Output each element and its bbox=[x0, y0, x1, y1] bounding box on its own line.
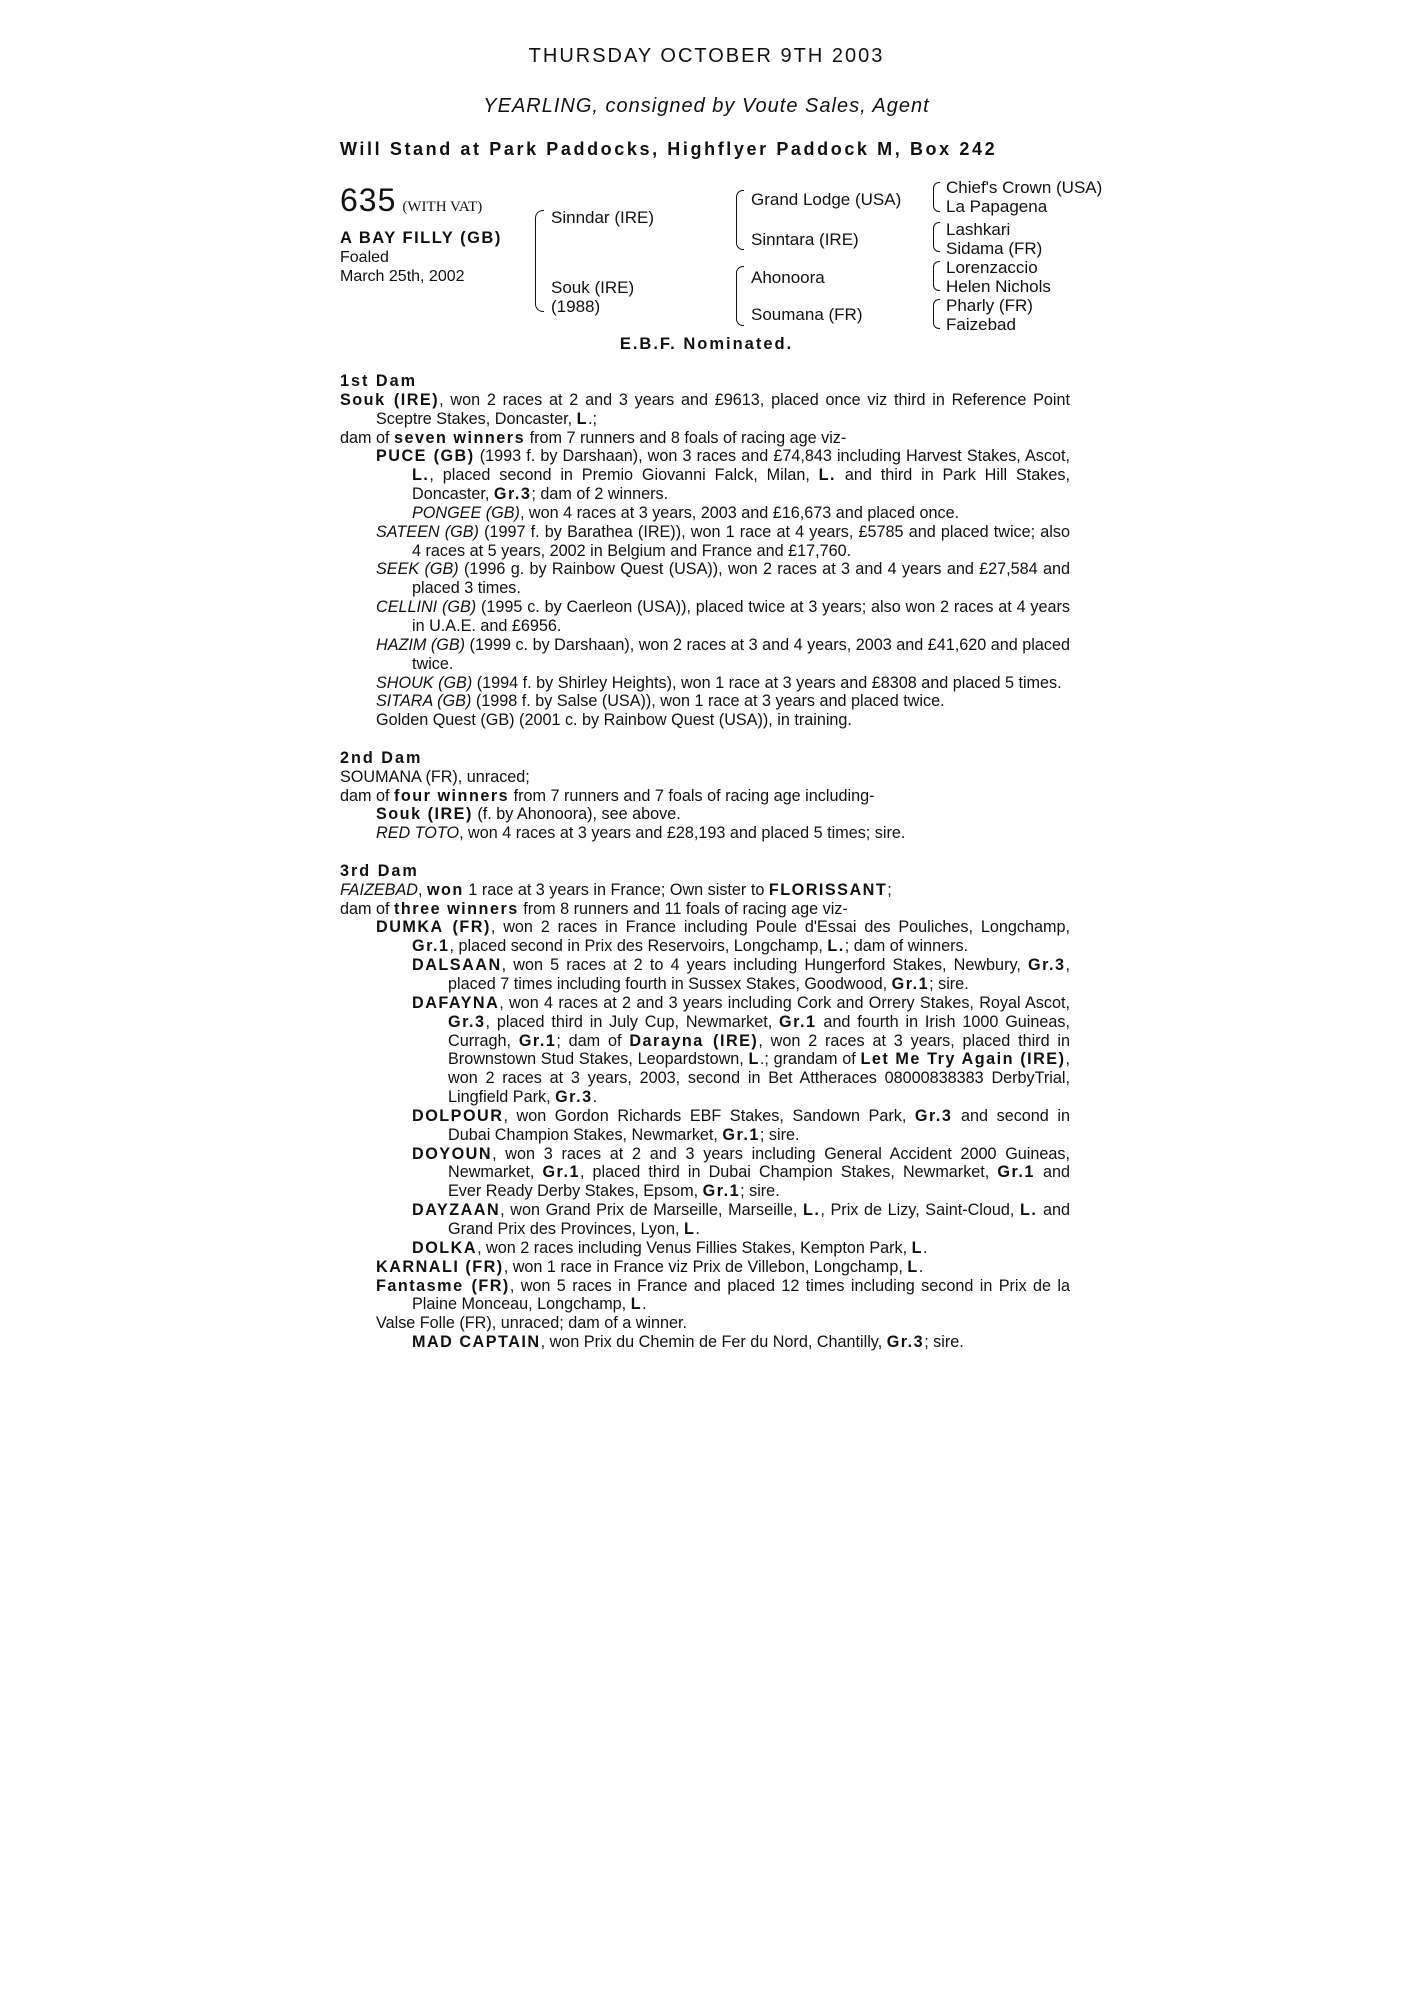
pedigree-ggp: La Papagena bbox=[946, 197, 1048, 216]
produce-entry: SHOUK (GB) (1994 f. by Shirley Heights), won 1 race at 3 years and £8308 and placed 5 times. bbox=[376, 673, 1062, 692]
third-dam-produce: dam of three winners from 8 runners and 11 foals of racing age viz- bbox=[340, 899, 848, 918]
pedigree-sire-sire: Grand Lodge (USA) bbox=[751, 190, 902, 209]
horse-name: Fantasme (FR) bbox=[376, 1276, 510, 1295]
produce-entry: SITARA (GB) (1998 f. by Salse (USA)), won 1 race at 3 years and placed twice. bbox=[376, 692, 945, 711]
produce-record bbox=[340, 372, 1070, 1352]
produce-entry: SATEEN (GB) (1997 f. by Barathea (IRE)), won 1 race at 4 years, £5785 and placed twice; also 4 races at 5 years, 2002 in Belgium and France and £17,760. bbox=[376, 522, 1070, 560]
produce-entry: SEEK (GB) (1996 g. by Rainbow Quest (USA)), won 2 races at 3 and 4 years and £27,584 and placed 3 times. bbox=[376, 560, 1070, 598]
horse-name: PONGEE (GB) bbox=[412, 503, 520, 522]
second-dam-produce: dam of four winners from 7 runners and 7 foals of racing age including- bbox=[340, 786, 875, 805]
produce-entry: DAYZAAN, won Grand Prix de Marseille, Marseille, L., Prix de Lizy, Saint-Cloud, L. and Grand Prix des Provinces, Lyon, L. bbox=[412, 1201, 1071, 1238]
produce-entry: DUMKA (FR), won 2 races in France including Poule d'Essai des Pouliches, Longchamp, Gr.1, placed second in Prix des Reservoirs, Longchamp, L.; dam of winners. bbox=[376, 918, 1070, 956]
produce-entry: DOLKA, won 2 races including Venus Fillies Stakes, Kempton Park, L. bbox=[412, 1238, 928, 1257]
pedigree-brace bbox=[736, 190, 744, 250]
produce-entry: PUCE (GB) (1993 f. by Darshaan), won 3 races and £74,843 including Harvest Stakes, Ascot, L., placed second in Premio Giovanni Falck, Milan, L. and third in Park Hill Stakes, Doncaster, Gr.3; dam of 2 winners. bbox=[376, 447, 1070, 504]
produce-entry: Fantasme (FR), won 5 races in France and placed 12 times including second in Prix de la Plaine Monceau, Longchamp, L. bbox=[376, 1276, 1070, 1314]
foaled-date: March 25th, 2002 bbox=[340, 268, 465, 285]
produce-entry: DOLPOUR, won Gordon Richards EBF Stakes, Sandown Park, Gr.3 and second in Dubai Champion Stakes, Newmarket, Gr.1; sire. bbox=[412, 1106, 1070, 1144]
produce-entry: HAZIM (GB) (1999 c. by Darshaan), won 2 races at 3 and 4 years, 2003 and £41,620 and placed twice. bbox=[376, 635, 1070, 673]
horse-name: SHOUK (GB) bbox=[376, 673, 473, 692]
horse-name: DOYOUN bbox=[412, 1144, 493, 1163]
pedigree-brace bbox=[933, 182, 940, 212]
horse-name: DAYZAAN bbox=[412, 1201, 501, 1220]
produce-entry: CELLINI (GB) (1995 c. by Caerleon (USA)), placed twice at 3 years; also won 2 races at 4 years in U.A.E. and £6956. bbox=[376, 598, 1070, 635]
first-dam-heading: 1st Dam bbox=[340, 372, 417, 390]
pedigree-brace bbox=[933, 222, 940, 252]
pedigree-brace bbox=[535, 210, 544, 312]
section-gap bbox=[340, 843, 1070, 862]
produce-entry: Golden Quest (GB) (2001 c. by Rainbow Quest (USA)), in training. bbox=[376, 711, 852, 730]
vat-note: (WITH VAT) bbox=[402, 199, 483, 215]
pedigree-ggp: Lorenzaccio bbox=[946, 258, 1038, 277]
horse-name: Souk (IRE) bbox=[340, 390, 440, 409]
second-dam-heading: 2nd Dam bbox=[340, 748, 423, 767]
horse-name: SATEEN (GB) bbox=[376, 522, 479, 541]
pedigree-ggp: Faizebad bbox=[946, 315, 1016, 334]
pedigree-dam-sire: Ahonoora bbox=[751, 268, 825, 287]
pedigree-brace bbox=[933, 261, 940, 291]
second-dam-summary: SOUMANA (FR), unraced; bbox=[340, 767, 530, 786]
produce-entry: RED TOTO, won 4 races at 3 years and £28,193 and placed 5 times; sire. bbox=[376, 824, 906, 843]
horse-name: DAFAYNA bbox=[412, 993, 500, 1012]
horse-name: PUCE (GB) bbox=[376, 447, 475, 466]
third-dam-summary: FAIZEBAD, won 1 race at 3 years in France; Own sister to FLORISSANT; bbox=[340, 880, 892, 899]
produce-entry: Souk (IRE) (f. by Ahonoora), see above. bbox=[376, 805, 681, 824]
horse-name: SITARA (GB) bbox=[376, 692, 472, 711]
horse-name: Souk (IRE) bbox=[376, 805, 473, 824]
pedigree-dam: Souk (IRE) bbox=[551, 278, 635, 297]
horse-name: DOLPOUR bbox=[412, 1106, 504, 1125]
lot-number: 635 bbox=[340, 182, 397, 218]
produce-entry: KARNALI (FR), won 1 race in France viz Prix de Villebon, Longchamp, L. bbox=[376, 1257, 924, 1276]
horse-name: DALSAAN bbox=[412, 956, 502, 975]
horse-name: DOLKA bbox=[412, 1238, 478, 1257]
lot-number-block bbox=[340, 180, 482, 227]
produce-entry: MAD CAPTAIN, won Prix du Chemin de Fer du Nord, Chantilly, Gr.3; sire. bbox=[412, 1333, 964, 1352]
pedigree-ggp: Chief's Crown (USA) bbox=[946, 178, 1103, 197]
horse-name: FAIZEBAD bbox=[340, 880, 418, 899]
foaled-label: Foaled bbox=[340, 249, 389, 266]
horse-name: SEEK (GB) bbox=[376, 560, 459, 579]
horse-name: KARNALI (FR) bbox=[376, 1257, 504, 1276]
pedigree-sire: Sinndar (IRE) bbox=[551, 208, 654, 227]
pedigree-ggp: Helen Nichols bbox=[946, 277, 1051, 296]
horse-name: RED TOTO bbox=[376, 824, 460, 843]
pedigree-ggp: Sidama (FR) bbox=[946, 239, 1043, 258]
pedigree-brace bbox=[736, 266, 744, 326]
produce-entry: DOYOUN, won 3 races at 2 and 3 years including General Accident 2000 Guineas, Newmarket, Gr.1, placed third in Dubai Champion Stakes, Newmarket, Gr.1 and Ever Ready Derby Stakes, Epsom, Gr.1; sire. bbox=[412, 1144, 1070, 1201]
first-dam-produce: dam of seven winners from 7 runners and 8 foals of racing age viz- bbox=[340, 428, 847, 447]
pedigree-ggp: Lashkari bbox=[946, 220, 1011, 239]
ebf-nominated: E.B.F. Nominated. bbox=[619, 335, 794, 353]
horse-name: CELLINI (GB) bbox=[376, 598, 477, 617]
sale-date: THURSDAY OCTOBER 9TH 2003 bbox=[528, 45, 885, 67]
third-dam-heading: 3rd Dam bbox=[340, 861, 419, 880]
produce-entry: Valse Folle (FR), unraced; dam of a winner. bbox=[376, 1314, 687, 1333]
horse-description bbox=[340, 229, 502, 286]
pedigree-brace bbox=[933, 299, 940, 329]
pedigree-sire-dam: Sinntara (IRE) bbox=[751, 230, 859, 249]
pedigree-dam-dam: Soumana (FR) bbox=[751, 305, 863, 324]
pedigree-dam-year: (1988) bbox=[551, 297, 601, 316]
horse-name: HAZIM (GB) bbox=[376, 635, 466, 654]
stand-location: Will Stand at Park Paddocks, Highflyer Paddock M, Box 242 bbox=[340, 139, 998, 159]
consignment-line: YEARLING, consigned by Voute Sales, Agent bbox=[483, 95, 930, 117]
produce-entry: DAFAYNA, won 4 races at 2 and 3 years including Cork and Orrery Stakes, Royal Ascot, Gr.3, placed third in July Cup, Newmarket, Gr.1 and fourth in Irish 1000 Guineas, Curragh, Gr.1; dam of Darayna (IRE), won 2 races at 3 years, placed third in Brownstown Stud Stakes, Leopardstown, L.; grandam of Let Me Try Again (IRE), won 2 races at 3 years, 2003, second in Bet Attheraces 08000838383 DerbyTrial, Lingfield Park, Gr.3. bbox=[412, 993, 1071, 1107]
produce-entry: DALSAAN, won 5 races at 2 to 4 years including Hungerford Stakes, Newbury, Gr.3, placed 7 times including fourth in Sussex Stakes, Goodwood, Gr.1; sire. bbox=[412, 956, 1070, 993]
horse-name: DUMKA (FR) bbox=[376, 918, 491, 937]
produce-entry: PONGEE (GB), won 4 races at 3 years, 2003 and £16,673 and placed once. bbox=[412, 503, 960, 522]
horse-name: A BAY FILLY (GB) bbox=[340, 229, 502, 247]
horse-name: MAD CAPTAIN bbox=[412, 1333, 541, 1352]
first-dam-summary: Souk (IRE), won 2 races at 2 and 3 years and £9613, placed once viz third in Reference Point Sceptre Stakes, Doncaster, L.; bbox=[340, 390, 1070, 428]
section-gap bbox=[340, 730, 1070, 749]
pedigree-ggp: Pharly (FR) bbox=[946, 296, 1033, 315]
